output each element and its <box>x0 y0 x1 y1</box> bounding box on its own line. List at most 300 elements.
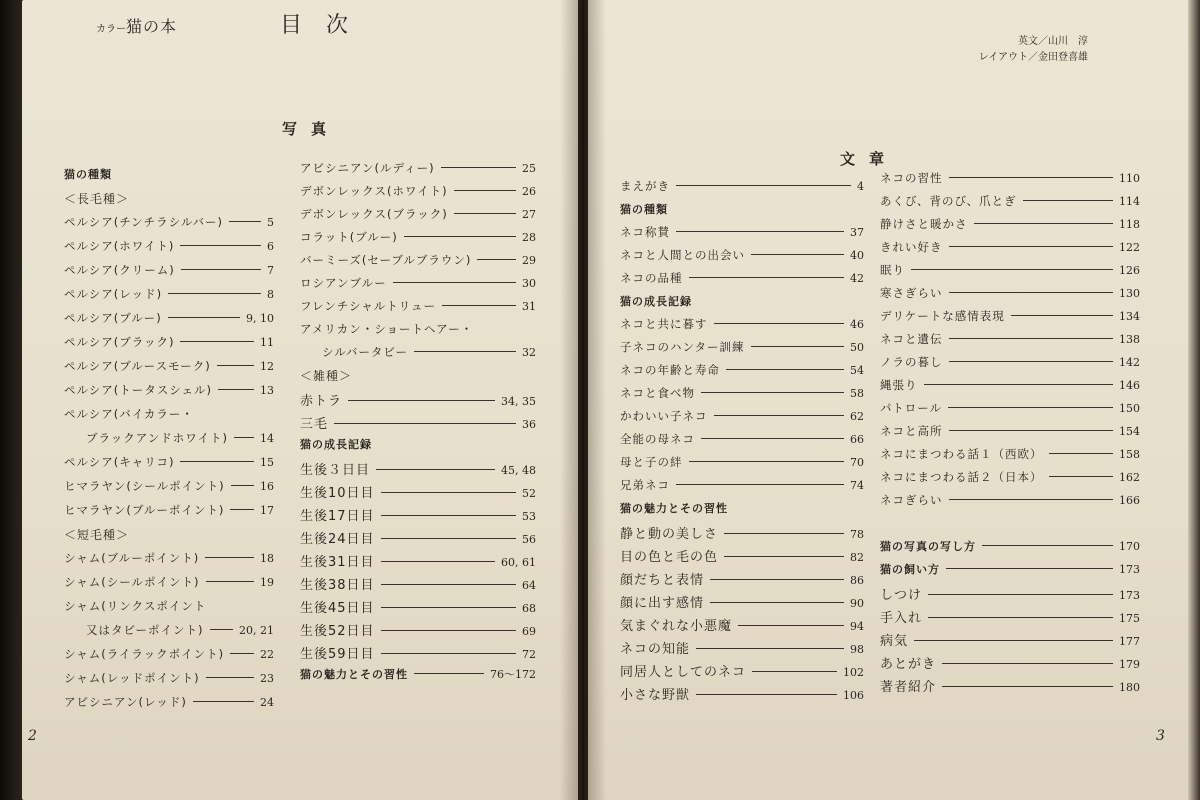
page-number-left: 2 <box>28 728 37 744</box>
leader-line <box>381 584 516 585</box>
leader-line <box>949 338 1114 339</box>
toc-entry-page: 90 <box>850 597 864 610</box>
book-title-main: 猫の本 <box>126 17 178 36</box>
leader-line <box>676 231 844 232</box>
toc-entry <box>620 615 864 635</box>
toc-entry-page: 36 <box>522 418 536 431</box>
leader-line <box>206 581 254 582</box>
toc-entry <box>620 638 864 658</box>
toc-entry-page: 58 <box>850 387 864 400</box>
toc-entry <box>620 684 864 704</box>
toc-entry-page: 150 <box>1119 402 1140 415</box>
leader-line <box>230 653 254 654</box>
toc-entry <box>64 310 274 330</box>
leader-line <box>217 365 254 366</box>
toc-entry <box>880 239 1140 259</box>
leader-line <box>1011 315 1113 316</box>
toc-entry-page: 29 <box>522 254 536 267</box>
toc-entry-title: シルバータビー <box>322 345 408 359</box>
leader-line <box>1049 453 1114 454</box>
leader-line <box>193 701 254 702</box>
toc-entry <box>300 252 536 272</box>
leader-line <box>701 438 844 439</box>
leader-line <box>689 461 845 462</box>
toc-entry-title: 子ネコのハンター訓練 <box>620 340 745 354</box>
toc-entry-title: 縄張り <box>880 378 918 392</box>
toc-entry <box>620 431 864 451</box>
toc-entry-title: 寒さぎらい <box>880 286 943 300</box>
leader-line <box>752 671 837 672</box>
toc-entry <box>86 430 274 450</box>
toc-entry-page: 122 <box>1119 241 1140 254</box>
leader-line <box>942 663 1113 664</box>
toc-entry-page: 53 <box>522 510 536 523</box>
credit-line: レイアウト／金田登喜雄 <box>978 52 1088 63</box>
toc-entry-title: ヒマラヤン(ブルーポイント) <box>64 503 225 517</box>
leader-line <box>168 293 261 294</box>
toc-entry-page: 170 <box>1119 540 1140 553</box>
toc-entry <box>620 569 864 589</box>
toc-entry-page: 6 <box>267 240 274 253</box>
leader-line <box>414 351 516 352</box>
toc-entry <box>300 666 536 686</box>
toc-entry-page: 110 <box>1119 172 1140 185</box>
leader-line <box>928 617 1113 618</box>
toc-entry-title: ノラの暮し <box>880 355 943 369</box>
toc-entry <box>64 454 274 474</box>
toc-entry-title: まえがき <box>620 179 670 193</box>
leader-line <box>441 167 516 168</box>
toc-entry <box>880 538 1140 558</box>
leader-line <box>1023 200 1113 201</box>
leader-line <box>724 533 844 534</box>
leader-line <box>168 317 240 318</box>
toc-entry-title: ネコと高所 <box>880 424 943 438</box>
toc-entry <box>64 382 274 402</box>
toc-entry-title: 手入れ <box>880 611 923 626</box>
toc-entry-title: ペルシア(クリーム) <box>64 263 175 277</box>
leader-line <box>454 213 516 214</box>
toc-entry <box>64 286 274 306</box>
toc-entry-title: ペルシア(ブルー) <box>64 311 162 325</box>
toc-entry <box>880 676 1140 696</box>
toc-entry-page: 64 <box>522 579 536 592</box>
toc-entry-page: 52 <box>522 487 536 500</box>
toc-entry-title: ネコの習性 <box>880 171 943 185</box>
toc-entry-page: 138 <box>1119 333 1140 346</box>
toc-entry-title: 生後38日目 <box>300 578 375 593</box>
toc-entry-title: かわいい子ネコ <box>620 409 708 423</box>
toc-entry-title: ネコと人間との出会い <box>620 248 745 262</box>
toc-entry-page: 14 <box>260 432 274 445</box>
toc-entry-page: 154 <box>1119 425 1140 438</box>
toc-entry <box>300 390 536 410</box>
leader-line <box>234 437 254 438</box>
toc-entry <box>300 482 536 502</box>
leader-line <box>414 673 484 674</box>
photo-section-heading: 写真 <box>282 120 341 138</box>
toc-entry <box>64 214 274 234</box>
toc-entry-title: ロシアンブルー <box>300 276 387 290</box>
toc-entry <box>620 477 864 497</box>
toc-entry <box>880 331 1140 351</box>
toc-entry <box>620 385 864 405</box>
leader-line <box>348 400 495 401</box>
toc-entry-title: 全能の母ネコ <box>620 432 695 446</box>
toc-entry-page: 130 <box>1119 287 1140 300</box>
toc-entry-page: 76〜172 <box>490 668 536 681</box>
toc-entry <box>300 574 536 594</box>
toc-entry <box>300 528 536 548</box>
toc-entry-page: 42 <box>850 272 864 285</box>
leader-line <box>924 384 1114 385</box>
leader-line <box>942 686 1113 687</box>
book-edge-right <box>1188 0 1200 800</box>
toc-entry-title: ネコにまつわる話２（日本） <box>880 470 1043 484</box>
leader-line <box>751 254 844 255</box>
toc-entry-page: 158 <box>1119 448 1140 461</box>
toc-entry-page: 106 <box>843 689 864 702</box>
leader-line <box>180 461 254 462</box>
toc-entry-title: デボンレックス(ブラック) <box>300 207 448 221</box>
toc-entry-title: あくび、背のび、爪とぎ <box>880 194 1017 208</box>
toc-entry <box>880 354 1140 374</box>
toc-entry <box>64 694 274 714</box>
toc-entry <box>880 308 1140 328</box>
leader-line <box>376 469 495 470</box>
toc-entry-title: 生後45日目 <box>300 601 375 616</box>
toc-entry <box>620 362 864 382</box>
toc-entry <box>620 500 864 520</box>
toc-entry-title: シャム(レッドポイント) <box>64 671 200 685</box>
toc-entry <box>880 377 1140 397</box>
toc-entry <box>300 229 536 249</box>
toc-entry-page: 78 <box>850 528 864 541</box>
leader-line <box>381 561 495 562</box>
toc-entry-title: 顔だちと表情 <box>620 573 705 588</box>
toc-entry-page: 4 <box>857 180 864 193</box>
toc-entry <box>620 201 864 221</box>
toc-entry <box>620 546 864 566</box>
toc-entry-page: 28 <box>522 231 536 244</box>
toc-entry-title: アビシニアン(ルディー) <box>300 161 435 175</box>
leader-line <box>701 392 844 393</box>
toc-entry <box>300 160 536 180</box>
toc-entry-title: アビシニアン(レッド) <box>64 695 187 709</box>
toc-entry-title: シャム(シールポイント) <box>64 575 200 589</box>
leader-line <box>949 246 1114 247</box>
toc-entry <box>300 321 536 341</box>
toc-entry-title: あとがき <box>880 657 937 672</box>
toc-entry-title: ペルシア(ブルースモーク) <box>64 359 211 373</box>
toc-entry-page: 142 <box>1119 356 1140 369</box>
toc-entry <box>620 592 864 612</box>
toc-entry <box>880 423 1140 443</box>
toc-entry <box>300 643 536 663</box>
toc-entry-title: デボンレックス(ホワイト) <box>300 184 448 198</box>
toc-entry <box>620 178 864 198</box>
leader-line <box>454 190 516 191</box>
leader-line <box>393 282 516 283</box>
toc-entry-title: ＜長毛種＞ <box>64 192 130 206</box>
toc-entry <box>300 551 536 571</box>
toc-entry-page: 74 <box>850 479 864 492</box>
toc-entry-title: ネコと遺伝 <box>880 332 943 346</box>
leader-line <box>381 538 516 539</box>
toc-entry-page: 114 <box>1119 195 1140 208</box>
leader-line <box>381 630 516 631</box>
toc-entry-page: 86 <box>850 574 864 587</box>
toc-entry-title: ペルシア(キャリコ) <box>64 455 175 469</box>
toc-entry-title: 生後10日目 <box>300 486 375 501</box>
toc-entry-page: 45, 48 <box>501 464 536 477</box>
toc-entry-title: 生後24日目 <box>300 532 375 547</box>
leader-line <box>477 259 516 260</box>
toc-entry-title: シャム(ブルーポイント) <box>64 551 200 565</box>
leader-line <box>1049 476 1114 477</box>
toc-entry-title: 病気 <box>880 634 909 649</box>
toc-entry-page: 118 <box>1119 218 1140 231</box>
toc-entry-page: 12 <box>260 360 274 373</box>
toc-entry <box>300 459 536 479</box>
toc-entry <box>620 454 864 474</box>
leader-line <box>710 602 844 603</box>
toc-entry <box>300 436 536 456</box>
toc-entry-page: 56 <box>522 533 536 546</box>
toc-entry-title: コラット(ブルー) <box>300 230 398 244</box>
toc-entry-title: 静けさと暖かさ <box>880 217 968 231</box>
toc-entry <box>300 183 536 203</box>
toc-entry <box>300 206 536 226</box>
toc-entry <box>620 247 864 267</box>
leader-line <box>181 269 261 270</box>
toc-entry <box>300 367 536 387</box>
toc-entry-page: 11 <box>260 336 274 349</box>
toc-entry <box>64 550 274 570</box>
toc-entry-title: 同居人としてのネコ <box>620 665 747 680</box>
toc-entry <box>880 515 1140 535</box>
toc-entry-page: 94 <box>850 620 864 633</box>
toc-entry <box>64 406 274 426</box>
toc-entry-page: 8 <box>267 288 274 301</box>
toc-entry-title: ＜短毛種＞ <box>64 528 130 542</box>
toc-entry-title: ネコの品種 <box>620 271 683 285</box>
toc-entry <box>64 238 274 258</box>
toc-entry-page: 134 <box>1119 310 1140 323</box>
leader-line <box>334 423 516 424</box>
toc-entry <box>322 344 536 364</box>
book-title-prefix: カラー <box>96 24 126 35</box>
toc-entry <box>880 446 1140 466</box>
toc-entry <box>620 408 864 428</box>
toc-entry <box>64 334 274 354</box>
leader-line <box>928 594 1113 595</box>
toc-entry-title: シャム(ライラックポイント) <box>64 647 225 661</box>
leader-line <box>948 407 1113 408</box>
toc-entry-page: 17 <box>260 504 274 517</box>
leader-line <box>949 177 1114 178</box>
toc-entry <box>620 270 864 290</box>
toc-entry-title: 三毛 <box>300 417 329 432</box>
leader-line <box>911 269 1113 270</box>
leader-line <box>946 568 1113 569</box>
toc-entry <box>64 166 274 186</box>
toc-entry-page: 70 <box>850 456 864 469</box>
toc-entry <box>300 275 536 295</box>
toc-entry <box>620 339 864 359</box>
leader-line <box>689 277 845 278</box>
text-section-heading: 文章 <box>840 150 899 168</box>
leader-line <box>949 499 1114 500</box>
toc-entry-page: 27 <box>522 208 536 221</box>
toc-entry-page: 24 <box>260 696 274 709</box>
toc-entry-page: 32 <box>522 346 536 359</box>
toc-entry <box>64 526 274 546</box>
toc-entry-page: 177 <box>1119 635 1140 648</box>
toc-entry-title: 目の色と毛の色 <box>620 550 719 565</box>
toc-entry-page: 146 <box>1119 379 1140 392</box>
credits <box>958 34 1088 66</box>
toc-entry-page: 102 <box>843 666 864 679</box>
toc-entry-title: ペルシア(チンチラシルバー) <box>64 215 224 229</box>
toc-entry-title: 又はタビーポイント) <box>86 623 204 637</box>
leader-line <box>949 292 1114 293</box>
toc-entry-page: 126 <box>1119 264 1140 277</box>
leader-line <box>949 361 1114 362</box>
toc-entry <box>880 607 1140 627</box>
toc-entry-title: ペルシア(トータスシェル) <box>64 383 212 397</box>
toc-entry <box>64 502 274 522</box>
leader-line <box>218 389 254 390</box>
toc-entry-title: 猫の成長記録 <box>620 295 692 308</box>
toc-entry-page: 16 <box>260 480 274 493</box>
toc-entry-title: 猫の成長記録 <box>300 438 372 451</box>
toc-entry-title: 猫の種類 <box>620 203 668 216</box>
toc-entry-page: 26 <box>522 185 536 198</box>
toc-entry <box>880 492 1140 512</box>
toc-entry <box>300 620 536 640</box>
book-edge-left <box>0 0 22 800</box>
leader-line <box>231 485 254 486</box>
leader-line <box>381 515 516 516</box>
toc-entry <box>620 224 864 244</box>
toc-entry <box>880 653 1140 673</box>
toc-entry <box>880 400 1140 420</box>
leader-line <box>230 509 254 510</box>
toc-entry-title: 生後３日目 <box>300 463 371 478</box>
toc-entry-page: 37 <box>850 226 864 239</box>
toc-entry-title: ネコにまつわる話１（西欧） <box>880 447 1043 461</box>
toc-entry-page: 13 <box>260 384 274 397</box>
toc-entry-title: パトロール <box>880 401 943 415</box>
toc-entry-title: 顔に出す感情 <box>620 596 705 611</box>
toc-entry <box>880 584 1140 604</box>
toc-entry-title: ネコと食べ物 <box>620 386 695 400</box>
toc-entry-page: 173 <box>1119 589 1140 602</box>
toc-entry-page: 68 <box>522 602 536 615</box>
leader-line <box>381 607 516 608</box>
toc-entry <box>64 478 274 498</box>
toc-entry-page: 60, 61 <box>501 556 536 569</box>
toc-entry <box>300 505 536 525</box>
toc-entry-page: 25 <box>522 162 536 175</box>
toc-entry-page: 5 <box>267 216 274 229</box>
toc-entry <box>620 661 864 681</box>
toc-entry <box>880 630 1140 650</box>
toc-entry-title: 猫の種類 <box>64 168 112 181</box>
toc-entry <box>620 316 864 336</box>
toc-entry-title: 気まぐれな小悪魔 <box>620 619 733 634</box>
toc-entry <box>300 413 536 433</box>
toc-entry <box>86 622 274 642</box>
leader-line <box>738 625 844 626</box>
toc-entry-title: ネコの知能 <box>620 642 691 657</box>
toc-entry-title: ブラックアンドホワイト) <box>86 431 228 445</box>
toc-entry-title: デリケートな感情表現 <box>880 309 1005 323</box>
toc-entry <box>64 262 274 282</box>
leader-line <box>442 305 516 306</box>
toc-entry <box>64 190 274 210</box>
leader-line <box>676 185 851 186</box>
toc-entry-page: 23 <box>260 672 274 685</box>
leader-line <box>381 492 516 493</box>
toc-entry-title: 猫の魅力とその習性 <box>620 502 728 515</box>
book-gutter <box>560 0 606 800</box>
toc-entry-page: 15 <box>260 456 274 469</box>
leader-line <box>206 677 254 678</box>
toc-entry-page: 30 <box>522 277 536 290</box>
toc-entry-page: 179 <box>1119 658 1140 671</box>
toc-entry-title: 兄弟ネコ <box>620 478 670 492</box>
toc-entry-page: 62 <box>850 410 864 423</box>
toc-entry-page: 72 <box>522 648 536 661</box>
toc-entry-title: アメリカン・ショートヘアー・ <box>300 322 474 336</box>
toc-entry <box>64 670 274 690</box>
toc-entry <box>64 574 274 594</box>
leader-line <box>404 236 516 237</box>
toc-entry-page: 40 <box>850 249 864 262</box>
leader-line <box>914 640 1113 641</box>
leader-line <box>982 545 1113 546</box>
toc-entry-page: 9, 10 <box>246 312 274 325</box>
toc-entry-page: 50 <box>850 341 864 354</box>
toc-entry-title: ペルシア(ブラック) <box>64 335 175 349</box>
toc-entry <box>880 216 1140 236</box>
toc-entry-title: 生後31日目 <box>300 555 375 570</box>
toc-entry <box>300 597 536 617</box>
leader-line <box>714 415 845 416</box>
toc-entry-title: シャム(リンクスポイント <box>64 599 207 613</box>
toc-entry-title: きれい好き <box>880 240 943 254</box>
leader-line <box>751 346 844 347</box>
toc-entry-page: 69 <box>522 625 536 638</box>
toc-entry <box>880 193 1140 213</box>
toc-entry <box>64 358 274 378</box>
toc-entry <box>880 469 1140 489</box>
toc-entry-page: 166 <box>1119 494 1140 507</box>
toc-entry-page: 98 <box>850 643 864 656</box>
toc-entry-title: フレンチシャルトリュー <box>300 299 436 313</box>
toc-entry-page: 54 <box>850 364 864 377</box>
leader-line <box>696 694 837 695</box>
toc-entry-page: 46 <box>850 318 864 331</box>
leader-line <box>205 557 254 558</box>
toc-entry-title: 猫の飼い方 <box>880 563 940 576</box>
book-title <box>96 14 177 37</box>
leader-line <box>696 648 844 649</box>
toc-entry-page: 82 <box>850 551 864 564</box>
leader-line <box>726 369 844 370</box>
